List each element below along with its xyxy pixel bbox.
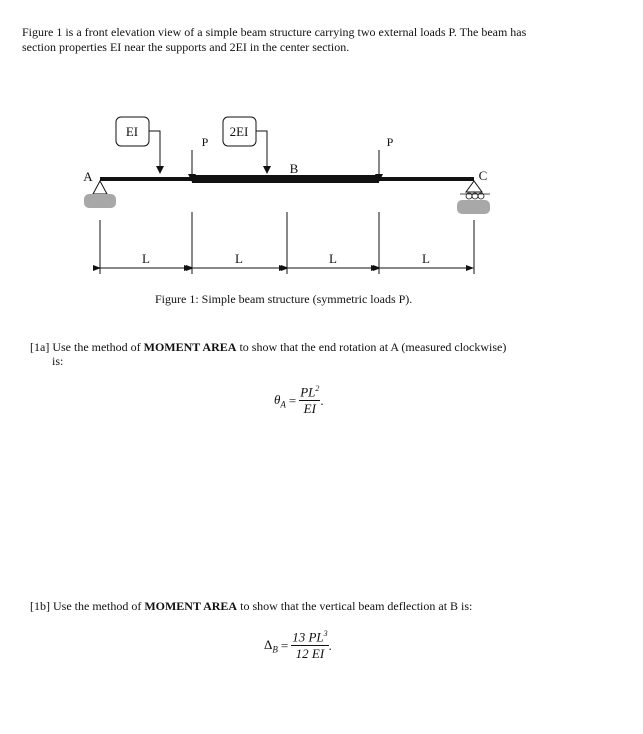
2ei-connector — [256, 131, 267, 172]
eq2-fraction — [291, 629, 328, 662]
load-label-left: P — [201, 135, 209, 149]
span-label-1: L — [142, 251, 150, 266]
q1-text-before: Use the method of — [49, 340, 144, 354]
load-label-right: P — [386, 135, 394, 149]
eq1-lhs-sub: A — [280, 399, 286, 410]
q2-text-after: to show that the vertical beam deflection at B is: — [237, 599, 473, 613]
eq1-lhs: θ — [274, 391, 281, 407]
eq1-numerator-exp: 2 — [315, 384, 320, 393]
figure-caption: Figure 1: Simple beam structure (symmetric loads P). — [155, 292, 413, 306]
question-1a — [30, 340, 506, 368]
q1-method: MOMENT AREA — [143, 340, 237, 354]
span-label-2: L — [235, 251, 243, 266]
eq1-numerator: PL — [300, 384, 316, 400]
point-b-label: B — [289, 161, 299, 176]
eq2-equals: = — [280, 637, 289, 653]
eq1-denominator: EI — [303, 401, 316, 417]
point-c-label: C — [478, 168, 488, 183]
roller-support-c — [457, 181, 490, 214]
eq2-numerator: 13 PL — [292, 629, 324, 645]
beam-end-segment-left — [100, 177, 192, 181]
ei-connector-arrow — [156, 166, 164, 174]
eq1-fraction — [299, 384, 320, 417]
span-label-4: L — [422, 251, 430, 266]
eq2-period: . — [328, 637, 332, 653]
q1-text-after: to show that the end rotation at A (measured clockwise) — [236, 340, 507, 354]
q2-tag: [1b] — [30, 599, 50, 613]
ei-label: EI — [125, 124, 139, 139]
q2-text-before: Use the method of — [50, 599, 145, 613]
eq2-lhs: Δ — [264, 636, 273, 652]
eq1-period: . — [320, 392, 324, 408]
eq2-numerator-exp: 3 — [323, 629, 328, 638]
span-label-3: L — [329, 251, 337, 266]
q1-text-cont: is: — [52, 354, 64, 368]
point-a-label: A — [83, 169, 93, 184]
eq2-denominator: 12 EI — [295, 646, 325, 662]
2ei-label: 2EI — [229, 124, 249, 139]
equation-delta-b — [264, 629, 332, 662]
beam-end-segment-right — [379, 177, 474, 181]
beam-center-segment — [192, 175, 379, 183]
pin-support-a — [84, 181, 116, 208]
ei-connector — [149, 131, 160, 172]
q2-method: MOMENT AREA — [144, 599, 238, 613]
2ei-connector-arrow — [263, 166, 271, 174]
eq1-equals: = — [288, 392, 297, 408]
intro-line-2: section properties EI near the supports and 2EI in the center section. — [22, 40, 350, 54]
q1-tag: [1a] — [30, 340, 50, 354]
eq2-lhs-sub: B — [272, 644, 278, 655]
equation-theta-a — [274, 384, 324, 417]
intro-line-1: Figure 1 is a front elevation view of a simple beam structure carrying two external loads P. The beam has — [22, 25, 527, 39]
question-1b — [30, 599, 472, 613]
beam-figure — [0, 0, 643, 300]
